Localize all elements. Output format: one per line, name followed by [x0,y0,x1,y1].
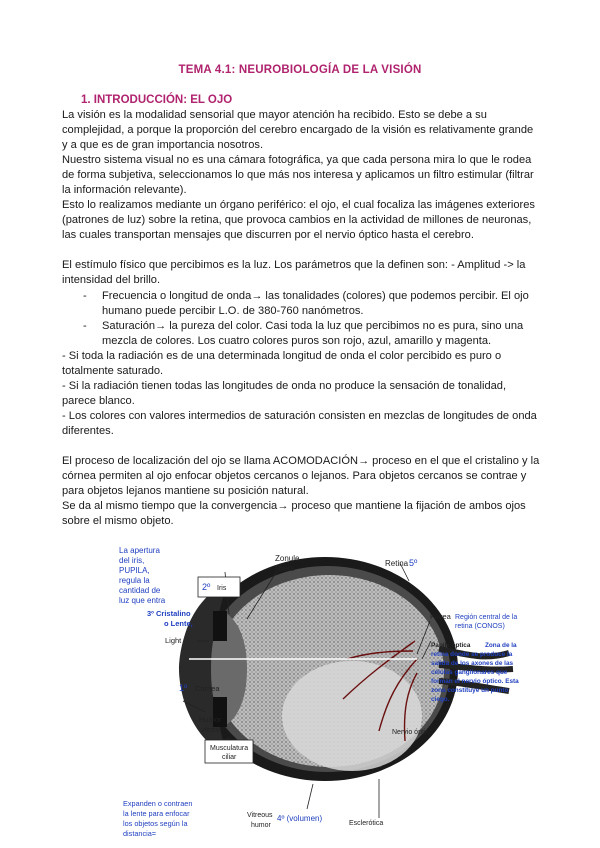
list-item-frequency [62,289,540,319]
label-expanden-2: la lente para enfocar [123,809,190,818]
paragraph-convergence: Se da al mismo tiempo que la convergencia→ proceso que mantiene la fijación de ambos ojos sobre el mismo objeto. [62,500,526,528]
label-papila-7: ciego. [431,696,450,703]
paragraph-accommodation: El proceso de localización del ojo se llama ACOMODACIÓN→ proceso en el que el cristalino y la córnea permiten al ojo enfocar objetos cercanos o lejanos. Para objetos cercanos se contrae y para objetos lejanos mantiene su posición natural. [62,454,540,498]
label-vitreous-number: 4º (volumen) [277,814,323,823]
label-pupila-6: luz que entra [119,596,166,605]
label-cornea-number: 1º [179,683,188,693]
label-papila-title: Papila óptica [431,642,471,649]
label-expanden-3: los objetos según la [123,819,188,828]
label-zonule-2: fibers [275,564,295,573]
label-pupila-5: cantidad de [119,586,161,595]
body-text [62,108,540,529]
label-expanden-1: Expanden o contraen [123,799,193,808]
paragraph-eye-organ: Esto lo realizamos mediante un órgano periférico: el ojo, el cual focaliza las imágenes exteriores (patrones de luz) sobre la retina, que provoca cambios en la actividad de millones de neuronas, las cuales transportan mensajes que discurren por el nervio óptico hasta el cerebro. [62,199,535,242]
label-papila-1: Zona de la [485,642,517,649]
label-vitreous-2: humor [251,822,271,829]
label-zonule-1: Zonule [275,554,300,563]
iris-upper [213,611,227,641]
label-retina: Retina [385,559,409,568]
label-papila-6: zona constituye un punto [431,687,509,694]
label-papila-2: retina donde se produce la [431,651,513,658]
label-fovea-desc-1: Región central de la [455,614,518,621]
label-vitreous-1: Vitreous [247,812,273,819]
spacer [62,439,540,454]
label-iris: Iris [217,585,227,592]
list-item-saturation [62,319,540,349]
label-pupila-1: La apertura [119,546,160,555]
document-title: TEMA 4.1: NEUROBIOLOGÍA DE LA VISIÓN [178,64,422,76]
label-iris-number: 2º [202,582,211,592]
label-musculatura-1: Musculatura [210,745,249,752]
label-humor-1: Humor [199,715,222,724]
paragraph-light-stimulus: El estímulo físico que percibimos es la luz. Los parámetros que la definen son: - Amplitud -> la intensidad del brillo. [62,259,526,287]
spacer [62,243,540,258]
label-papila-5: forman el nervio óptico. Esta [431,678,519,685]
label-pupila-2: del iris, [119,556,145,565]
paragraph-visual-system: Nuestro sistema visual no es una cámara fotográfica, ya que cada persona mira lo que le rodea de forma subjetiva, seleccionamos lo que más nos interesa y aplicamos un filtro estimular (filtrar la información relevante). [62,154,534,197]
label-musculatura-2: ciliar [222,754,237,761]
label-pupila-4: regula la [119,576,150,585]
label-cornea: Cornea [195,684,220,693]
vitreous-highlight [282,661,422,771]
sub-item-white: - Si la radiación tienen todas las longitudes de onda no produce la sensación de tonalidad, parece blanco. [62,379,507,407]
section-heading: 1. INTRODUCCIÓN: EL OJO [81,94,233,106]
label-fovea: Fovea [430,612,451,621]
list-bullet: - [83,319,87,332]
sub-item-pure: - Si toda la radiación es de una determinada longitud de onda el color percibido es puro o totalmente saturado. [62,349,502,377]
label-pupila-3: PUPILA, [119,566,150,575]
label-cristalino-2: o Lente, [164,619,193,628]
list-item-text: Saturación→ la pureza del color. Casi toda la luz que percibimos no es pura, sino una mezcla de colores. Los cuatro colores puros son rojo, azul, amarillo y magenta. [102,319,524,347]
label-fovea-desc-2: retina (CONOS) [455,623,505,630]
label-light: Light [165,636,182,645]
label-humor-2: vítreo [201,725,220,734]
label-cristalino-1: 3º Cristalino [147,609,191,618]
list-item-text: Frecuencia o longitud de onda→ las tonalidades (colores) que podemos percibir. El ojo humano puede percibir L.O. de 380-760 nanómetros. [102,289,529,317]
label-retina-number: 5º [409,558,418,568]
paragraph-intro: La visión es la modalidad sensorial que mayor atención ha recibido. Esto se debe a su complejidad, a porque la proporción del cerebro encargado de la visión es relativamente grande y a que es de gran importancia nosotros. [62,109,534,152]
sub-item-intermediate: - Los colores con valores intermedios de saturación consisten en mezclas de longitudes de onda diferentes. [62,409,537,437]
label-expanden-4: distancia= [123,829,157,838]
label-papila-3: salida de los axones de las [431,660,514,667]
eye-anatomy-figure [117,541,543,841]
label-nervio-optico: Nervio óptico [392,729,433,736]
label-esclerotica: Esclerótica [349,820,384,827]
label-papila-4: células ganglionares que [431,669,508,676]
list-bullet: - [83,289,87,302]
